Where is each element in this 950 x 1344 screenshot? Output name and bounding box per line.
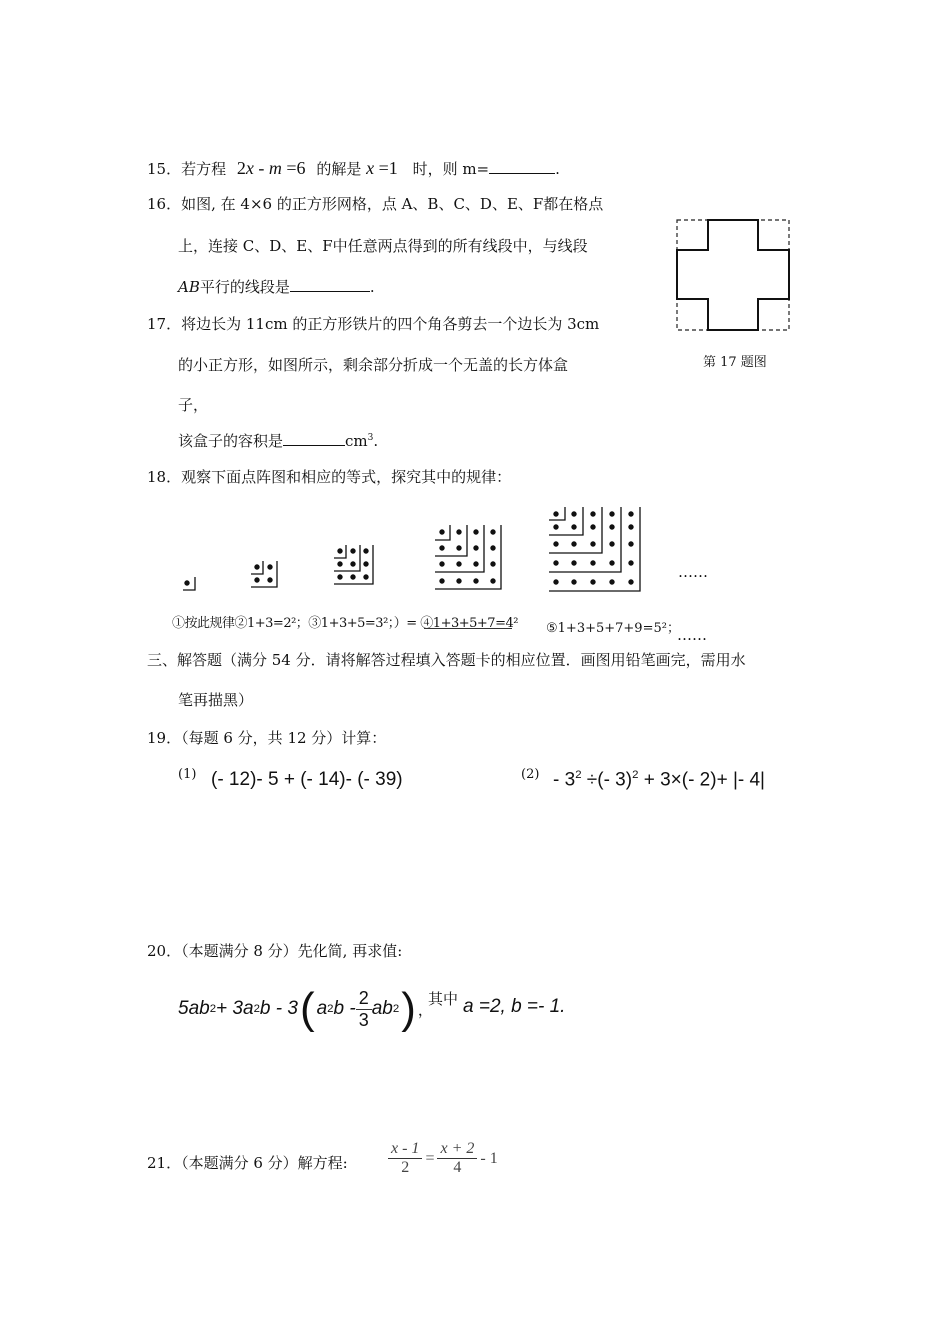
q17-text-1: 将边长为 11cm 的正方形铁片的四个角各剪去一个边长为 3cm bbox=[181, 315, 600, 333]
question-19 bbox=[147, 727, 386, 748]
q15-period: . bbox=[555, 160, 560, 178]
question-16-line-2: 上，连接 C、D、E、F中任意两点得到的所有线段中，与线段 bbox=[178, 237, 588, 255]
q19-part-2-label: (2) bbox=[521, 767, 540, 782]
q16-answer-blank bbox=[290, 277, 370, 292]
q16-text-3: 平行的线段是 bbox=[199, 278, 290, 296]
q18-underline bbox=[424, 628, 512, 629]
q17-unit: cm bbox=[345, 432, 368, 450]
q15-text-2: 的解是 bbox=[316, 160, 362, 178]
q21-equation: $\frac{x - 1}{2}$ = $\frac{x + 2}{4}$ - 1 bbox=[388, 1140, 498, 1177]
q20-condition: a =2, b =- 1. bbox=[463, 996, 566, 1017]
question-20 bbox=[147, 940, 402, 961]
q20-where-label: 其中 bbox=[428, 990, 459, 1008]
question-16-line-1 bbox=[147, 193, 603, 214]
dot-pattern-5 bbox=[549, 507, 640, 591]
q17-number: 17． bbox=[147, 315, 182, 333]
q17-cross-figure bbox=[676, 219, 792, 333]
dot-pattern-2 bbox=[251, 561, 277, 587]
question-17-line-2: 的小正方形，如图所示，剩余部分折成一个无盖的长方体盒 bbox=[178, 356, 569, 374]
q15-text-1: 若方程 bbox=[181, 160, 227, 178]
q18-equation-5: ⑤1+3+5+7+9=5²； bbox=[546, 621, 680, 636]
q18-overlapping-equations: ①按此规律②1+3=2²；③1+3+5=3²；）= ④1+3+5+7=4² bbox=[172, 616, 518, 631]
q16-period: . bbox=[369, 278, 375, 296]
q19-part-2-expression: - $3^2$ ÷(- 3)$^2$ + 3×(- 2)+ |- 4| bbox=[553, 769, 765, 791]
q17-period: . bbox=[373, 432, 379, 450]
q16-segment-ab: AB bbox=[178, 278, 200, 296]
question-17-line-1 bbox=[147, 313, 599, 334]
section-3-heading-line-2: 笔再描黑） bbox=[178, 691, 254, 709]
section-3-heading: 三、解答题（满分 54 分．请将解答过程填入答题卡的相应位置．画图用铅笔画完，需用水 bbox=[147, 651, 746, 669]
q18-number: 18． bbox=[147, 468, 182, 486]
q18-text: 观察下面点阵图和相应的等式，探究其中的规律： bbox=[181, 468, 512, 486]
q19-text: （每题 6 分，共 12 分）计算： bbox=[181, 729, 387, 747]
q21-text: （本题满分 6 分）解方程: bbox=[181, 1154, 348, 1172]
q15-equation: 2x - m =6 bbox=[236, 158, 306, 178]
q15-text-3: 时，则 m= bbox=[412, 160, 490, 178]
q17-text-4: 该盒子的容积是 bbox=[178, 432, 284, 450]
q21-lhs-fraction: $\frac{x - 1}{2}$ bbox=[388, 1140, 422, 1177]
q18-dot-patterns bbox=[175, 500, 665, 600]
question-17-line-4 bbox=[178, 430, 378, 451]
q17-unit-exponent: 3 bbox=[367, 433, 374, 443]
q17-answer-blank bbox=[283, 431, 345, 446]
q20-expression: 5ab 2 + 3a 2 b - 3 ( a 2 b - $\frac{2}{3}$ ab 2 ) ， bbox=[178, 984, 433, 1033]
dot-pattern-4 bbox=[435, 525, 501, 589]
q16-text-1: 如图, 在 4×6 的正方形网格，点 A、B、C、D、E、F都在格点 bbox=[181, 195, 604, 213]
q19-number: 19． bbox=[147, 729, 182, 747]
q16-number: 16． bbox=[147, 195, 182, 213]
dot-pattern-3 bbox=[334, 545, 373, 584]
q18-ellipsis: …… bbox=[677, 626, 707, 644]
q15-answer-blank bbox=[489, 159, 555, 174]
q19-part-1-expression: (- 12)- 5 + (- 14)- (- 39) bbox=[211, 769, 403, 790]
q18-dots-ellipsis: …… bbox=[678, 563, 708, 581]
q20-left-paren: ( bbox=[299, 984, 315, 1033]
q21-number: 21． bbox=[147, 1154, 182, 1172]
q15-solution: x =1 bbox=[366, 158, 398, 178]
q20-text: （本题满分 8 分）先化简, 再求值: bbox=[181, 942, 403, 960]
q20-right-paren: ) bbox=[401, 984, 416, 1033]
q20-comma: ， bbox=[417, 1000, 433, 1019]
q20-number: 20． bbox=[147, 942, 182, 960]
question-21 bbox=[147, 1152, 348, 1173]
q20-fraction: $\frac{2}{3}$ bbox=[356, 988, 372, 1031]
q15-number: 15． bbox=[147, 160, 182, 178]
q21-rhs-fraction: $\frac{x + 2}{4}$ bbox=[437, 1140, 477, 1177]
question-17-line-3: 子， bbox=[178, 396, 209, 414]
question-18-line-1 bbox=[147, 466, 511, 487]
question-15 bbox=[147, 158, 560, 179]
q17-figure-caption: 第 17 题图 bbox=[703, 355, 767, 370]
question-16-line-3 bbox=[178, 276, 375, 297]
q19-part-1-label: (1) bbox=[178, 767, 197, 782]
dot-pattern-1 bbox=[183, 577, 195, 590]
